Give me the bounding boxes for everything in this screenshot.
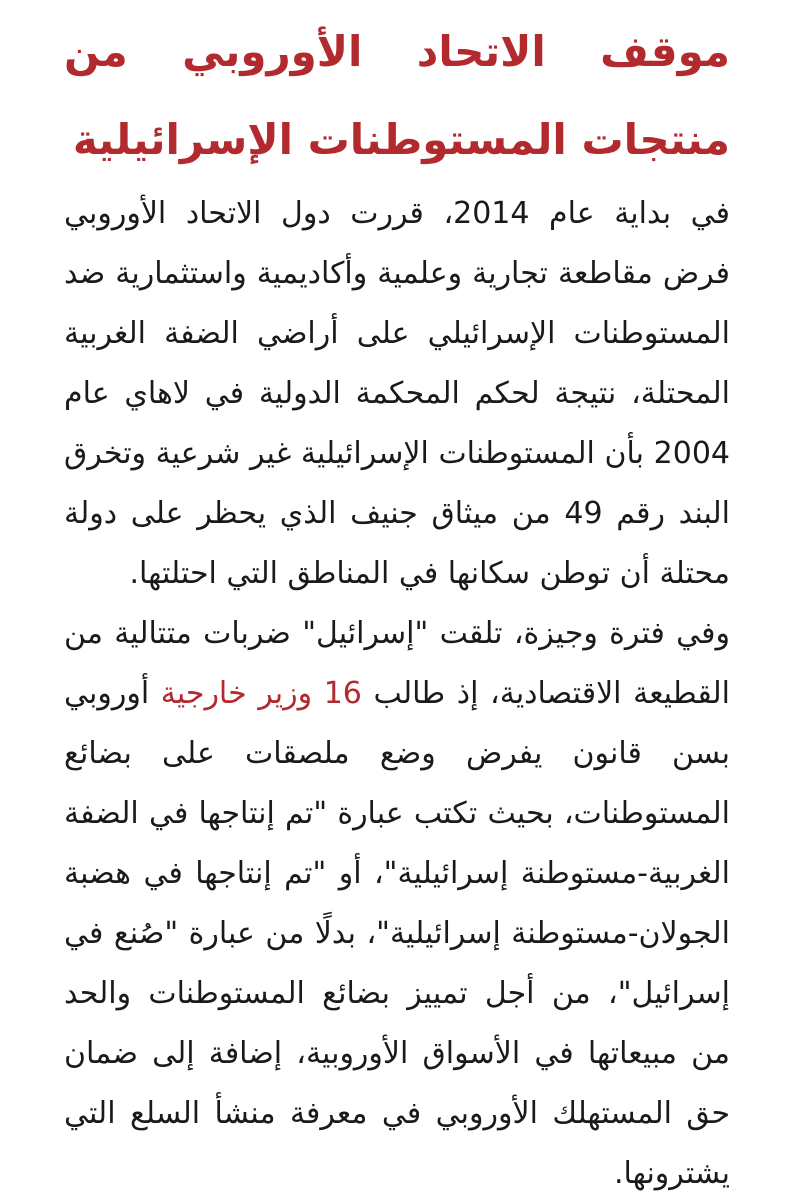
article-title: موقف الاتحاد الأوروبي من منتجات المستوطنات الإسرائيلية bbox=[64, 27, 730, 164]
paragraph-2-text-before-link: وفي فترة وجيزة، تلقت "إسرائيل" ضربات متتالية من القطيعة الاقتصادية، إذ طالب bbox=[64, 616, 730, 711]
paragraph-2-text-after-link: أوروبي بسن قانون يفرض وضع ملصقات على بضائع المستوطنات، بحيث تكتب عبارة "تم إنتاجها في الضفة الغربية-مستوطنة إسرائيلية"، أو "تم إنتاجها في هضبة الجولان-مستوطنة إسرائيلية"، بدلًا من عبارة "صُنع في إسرائيل"، من أجل تمييز بضائع المستوطنات والحد من مبيعاتها في الأسواق الأوروبية، إضافة إلى ضمان حق المستهلك الأوروبي في معرفة منشأ السلع التي يشترونها. bbox=[64, 676, 730, 1191]
foreign-ministers-link[interactable]: 16 وزير خارجية bbox=[160, 676, 362, 711]
article-paragraph-1: في بداية عام 2014، قررت دول الاتحاد الأوروبي فرض مقاطعة تجارية وعلمية وأكاديمية واستثمارية ضد المستوطنات الإسرائيلي على أراضي الضفة الغربية المحتلة، نتيجة لحكم المحكمة الدولية في لاهاي عام 2004 بأن المستوطنات الإسرائيلية غير شرعية وتخرق البند رقم 49 من ميثاق جنيف الذي يحظر على دولة محتلة أن توطن سكانها في المناطق التي احتلتها. bbox=[64, 196, 730, 591]
article-paragraph-2 bbox=[64, 604, 730, 1204]
